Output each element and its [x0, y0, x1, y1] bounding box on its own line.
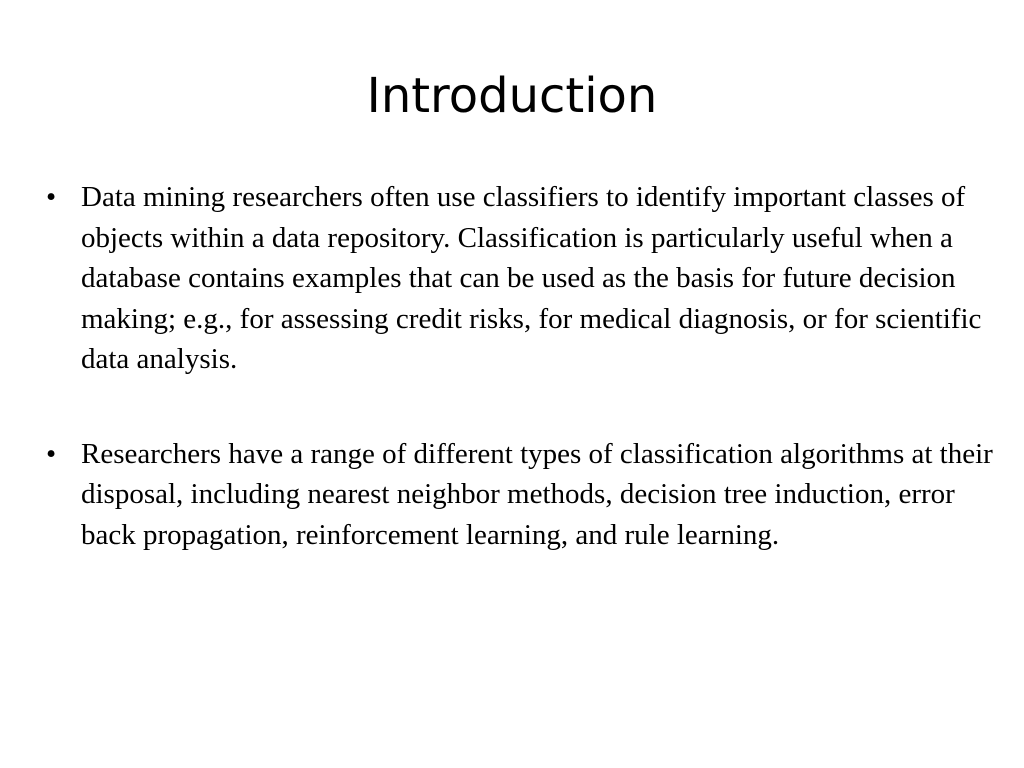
slide-title: Introduction: [366, 68, 658, 124]
bullet-item: [46, 177, 996, 380]
bullet-list: [46, 177, 996, 609]
bullet-text: Data mining researchers often use classifiers to identify important classes of objects within a data repository. Classification is particularly useful when a database contains examples that can be used as the basis for future decision making; e.g., for assessing credit risks, for medical diagnosis, or for scientific data analysis.: [81, 181, 982, 375]
bullet-text: Researchers have a range of different types of classification algorithms at their disposal, including nearest neighbor methods, decision tree induction, error back propagation, reinforcement learning, and rule learning.: [81, 437, 993, 551]
bullet-icon: •: [46, 181, 57, 213]
bullet-item: [46, 434, 996, 556]
bullet-icon: •: [46, 437, 57, 470]
